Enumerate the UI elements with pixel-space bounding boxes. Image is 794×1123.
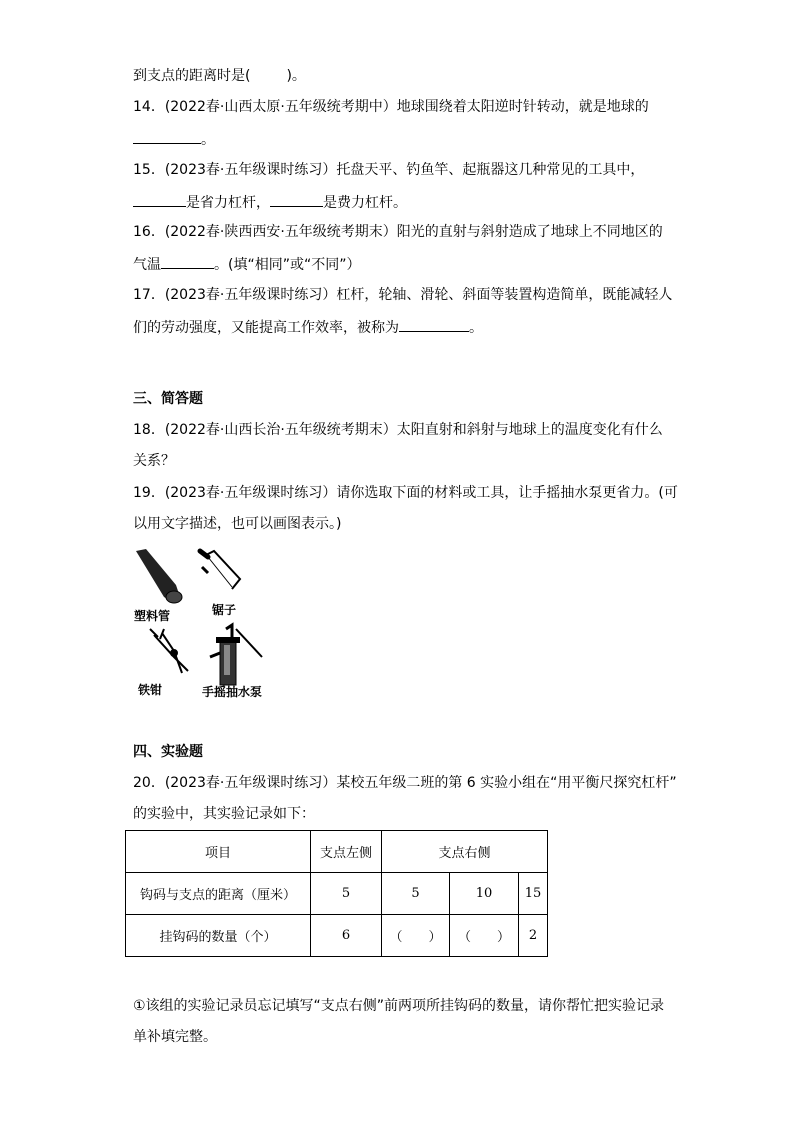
- q17-pre: 们的劳动强度，又能提高工作效率，被称为: [133, 320, 399, 336]
- saw-icon: [200, 551, 240, 589]
- q13-tail-text: 到支点的距离时是(: [133, 68, 251, 84]
- q14-line2: [133, 128, 215, 150]
- plastic-pipe-icon: [136, 549, 182, 603]
- section4-heading: 四、实验题: [133, 744, 203, 760]
- row2-label: 挂钩码的数量（个）: [126, 915, 311, 957]
- q17-end: 。: [469, 320, 483, 336]
- hand-pump-icon: [210, 625, 262, 685]
- q15-answer-blank-2[interactable]: [270, 191, 323, 207]
- q16-line1: 16．(2022春·陕西西安·五年级统考期末）阳光的直射与斜射造成了地球上不同地区的: [133, 224, 663, 240]
- experiment-table: [125, 830, 548, 957]
- q17-line2: [133, 316, 483, 338]
- q15-mid1: 是省力杠杆，: [186, 195, 270, 211]
- q16-end: 。(填“相同”或“不同”）: [214, 257, 361, 273]
- row1-cell: 5: [311, 873, 382, 915]
- q14-line1: 14．(2022春·山西太原·五年级统考期中）地球围绕着太阳逆时针转动，就是地球的: [133, 99, 649, 115]
- pliers-icon: [150, 629, 188, 673]
- q15-line2: [133, 191, 407, 213]
- table-row: [126, 915, 548, 957]
- label-pliers: 铁钳: [138, 683, 163, 697]
- q18-line2: 关系？: [133, 453, 175, 469]
- q20-line1: 20．(2023春·五年级课时练习）某校五年级二班的第 6 实验小组在“用平衡尺探究杠杆”: [133, 775, 677, 791]
- label-plastic-pipe: 塑料管: [134, 609, 171, 623]
- q14-answer-blank[interactable]: [133, 128, 201, 144]
- table-header-row: [126, 831, 548, 873]
- q16-pre: 气温: [133, 257, 161, 273]
- q13-tail-close: )。: [286, 68, 306, 84]
- q14-end: 。: [201, 132, 215, 148]
- row2-cell: 6: [311, 915, 382, 957]
- q15-answer-blank-1[interactable]: [133, 191, 186, 207]
- q17-answer-blank[interactable]: [399, 316, 469, 332]
- row1-label: 钩码与支点的距离（厘米）: [126, 873, 311, 915]
- row1-cell: 10: [450, 873, 519, 915]
- sub1-line2: 单补填完整。: [133, 1029, 217, 1045]
- row2-cell: 2: [519, 915, 548, 957]
- q20-line2: 的实验中，其实验记录如下：: [133, 806, 315, 822]
- row1-cell: 15: [519, 873, 548, 915]
- q16-answer-blank[interactable]: [161, 253, 214, 269]
- sub1-line1: ①该组的实验记录员忘记填写“支点右侧”前两项所挂钩码的数量，请你帮忙把实验记录: [133, 998, 665, 1014]
- q18-line1: 18．(2022春·山西长治·五年级统考期末）太阳直射和斜射与地球上的温度变化有什么: [133, 422, 663, 438]
- row2-answer-cell[interactable]: （ ）: [382, 915, 450, 957]
- q19-line1: 19．(2023春·五年级课时练习）请你选取下面的材料或工具，让手摇抽水泵更省力。(可: [133, 485, 678, 501]
- row2-answer-cell[interactable]: （ ）: [450, 915, 519, 957]
- table-row: [126, 873, 548, 915]
- q15-line1: 15．(2023春·五年级课时练习）托盘天平、钓鱼竿、起瓶器这几种常见的工具中，: [133, 162, 645, 178]
- section3-heading: 三、简答题: [133, 391, 203, 407]
- header-left: 支点左侧: [311, 831, 382, 873]
- label-hand-pump: 手摇抽水泵: [202, 685, 263, 699]
- q13-tail: [133, 66, 306, 86]
- tools-figure: [128, 545, 288, 705]
- q16-line2: [133, 253, 360, 275]
- header-right: 支点右侧: [382, 831, 548, 873]
- row1-cell: 5: [382, 873, 450, 915]
- q19-line2: 以用文字描述，也可以画图表示。): [133, 516, 342, 532]
- q17-line1: 17．(2023春·五年级课时练习）杠杆，轮轴、滑轮、斜面等装置构造简单，既能减轻人: [133, 287, 673, 303]
- q15-mid2: 是费力杠杆。: [323, 195, 407, 211]
- header-item: 项目: [126, 831, 311, 873]
- label-saw: 锯子: [212, 603, 237, 617]
